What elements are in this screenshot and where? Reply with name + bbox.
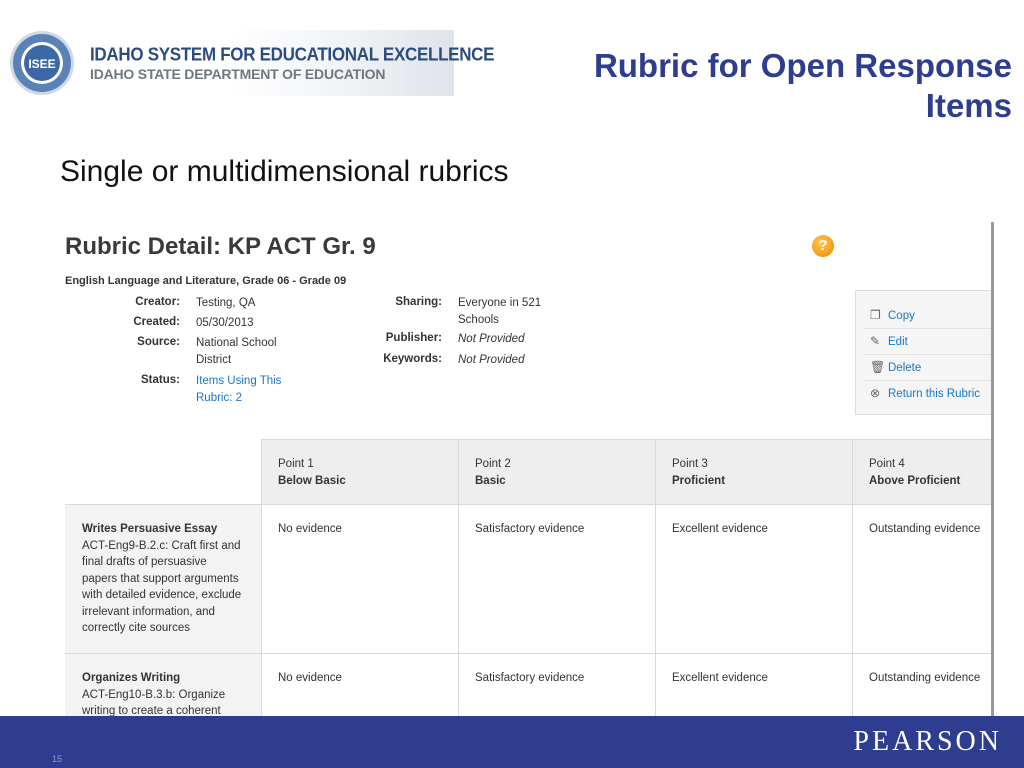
footer-bar bbox=[0, 716, 1024, 768]
delete-action[interactable] bbox=[870, 360, 921, 374]
column-header-point-3 bbox=[672, 456, 725, 489]
sharing-value bbox=[458, 295, 541, 328]
criterion-desc-line: irrelevant information, and bbox=[82, 605, 215, 618]
table-cell: Outstanding evidence bbox=[869, 672, 981, 684]
criterion-desc-line: ACT-Eng10-B.3.b: Organize bbox=[82, 688, 226, 701]
criterion-organizes-writing bbox=[82, 670, 252, 719]
divider bbox=[864, 380, 994, 381]
table-border bbox=[261, 439, 991, 440]
table-cell: Excellent evidence bbox=[672, 672, 768, 684]
delete-label[interactable]: Delete bbox=[888, 362, 922, 374]
table-border bbox=[458, 439, 459, 716]
criterion-writes-persuasive-essay bbox=[82, 521, 252, 637]
source-label: Source: bbox=[137, 336, 180, 348]
criterion-name: Organizes Writing bbox=[82, 672, 181, 684]
keywords-label: Keywords: bbox=[383, 353, 442, 365]
copy-action[interactable] bbox=[870, 308, 915, 322]
pearson-logo: PEARSON bbox=[853, 726, 1002, 757]
rubric-detail-screenshot bbox=[60, 222, 994, 719]
svg-text:ISEE: ISEE bbox=[28, 57, 56, 71]
criterion-desc-line: final drafts of persuasive bbox=[82, 556, 207, 568]
rubric-actions-panel bbox=[855, 290, 994, 415]
copy-icon: ❐ bbox=[870, 308, 881, 322]
column-header-point-2 bbox=[475, 456, 511, 489]
level-label: Proficient bbox=[672, 474, 726, 487]
table-border bbox=[852, 439, 853, 716]
table-cell: No evidence bbox=[278, 672, 342, 684]
logo-line-1: IDAHO SYSTEM FOR EDUCATIONAL EXCELLENCE bbox=[90, 44, 495, 65]
creator-label: Creator: bbox=[135, 296, 180, 308]
table-cell: Satisfactory evidence bbox=[475, 672, 585, 684]
criterion-desc-line: writing to create a coherent bbox=[82, 705, 221, 717]
status-link[interactable] bbox=[196, 373, 281, 406]
level-label: Above Proficient bbox=[869, 474, 961, 487]
table-cell: Excellent evidence bbox=[672, 523, 768, 535]
logo-line-2: IDAHO STATE DEPARTMENT OF EDUCATION bbox=[90, 66, 386, 82]
slide-title-line-2: Items bbox=[925, 87, 1012, 124]
criterion-desc-line: with detailed evidence, exclude bbox=[82, 589, 242, 601]
criterion-name: Writes Persuasive Essay bbox=[82, 523, 218, 535]
divider bbox=[864, 328, 994, 329]
column-header-point-1 bbox=[278, 456, 346, 489]
table-cell: Outstanding evidence bbox=[869, 523, 981, 535]
keywords-value: Not Provided bbox=[458, 354, 525, 366]
table-cell: No evidence bbox=[278, 523, 342, 535]
publisher-value: Not Provided bbox=[458, 333, 525, 345]
publisher-label: Publisher: bbox=[385, 332, 442, 344]
slide-number: 15 bbox=[52, 754, 63, 764]
creator-value: Testing, QA bbox=[196, 297, 256, 309]
edit-action[interactable] bbox=[870, 334, 908, 348]
copy-label[interactable]: Copy bbox=[888, 310, 915, 322]
edit-label[interactable]: Edit bbox=[888, 336, 908, 348]
status-label: Status: bbox=[141, 374, 180, 386]
criterion-desc-line: correctly cite sources bbox=[82, 622, 191, 634]
edit-icon: ✎ bbox=[870, 334, 881, 348]
slide-title bbox=[492, 46, 1012, 126]
slide-title-line-1: Rubric for Open Response bbox=[593, 47, 1012, 84]
point-label: Point 3 bbox=[672, 458, 708, 470]
trash-icon: 🗑 bbox=[870, 360, 886, 374]
table-border bbox=[261, 439, 262, 716]
return-icon: ⊗ bbox=[870, 386, 881, 400]
source-line-1: National School bbox=[196, 337, 277, 349]
column-header-point-4 bbox=[869, 456, 960, 489]
sharing-line-2: Schools bbox=[458, 313, 499, 326]
isee-seal-logo bbox=[9, 30, 75, 96]
status-line-2[interactable]: Rubric: 2 bbox=[196, 391, 243, 404]
return-rubric-action[interactable] bbox=[870, 386, 980, 400]
sharing-label: Sharing: bbox=[395, 296, 442, 308]
level-label: Basic bbox=[475, 474, 506, 487]
rubric-subject: English Language and Literature, Grade 06 - Grade 09 bbox=[65, 275, 347, 287]
criterion-desc-line: papers that support arguments bbox=[82, 572, 239, 585]
point-label: Point 4 bbox=[869, 458, 905, 470]
point-label: Point 1 bbox=[278, 458, 314, 470]
help-icon[interactable]: ? bbox=[812, 235, 834, 257]
status-line-1[interactable]: Items Using This bbox=[196, 375, 282, 387]
level-label: Below Basic bbox=[278, 474, 346, 487]
table-cell: Satisfactory evidence bbox=[475, 523, 585, 535]
sharing-line-1: Everyone in 521 bbox=[458, 297, 542, 309]
divider bbox=[864, 354, 994, 355]
slide-subtitle: Single or multidimensional rubrics bbox=[60, 155, 509, 188]
rubric-title: Rubric Detail: KP ACT Gr. 9 bbox=[65, 233, 376, 260]
source-value bbox=[196, 335, 277, 368]
criterion-desc-line: ACT-Eng9-B.2.c: Craft first and bbox=[82, 539, 241, 552]
return-rubric-label[interactable]: Return this Rubric bbox=[888, 388, 981, 400]
point-label: Point 2 bbox=[475, 458, 511, 470]
table-border bbox=[655, 439, 656, 716]
source-line-2: District bbox=[196, 353, 232, 366]
created-label: Created: bbox=[133, 316, 180, 328]
created-value: 05/30/2013 bbox=[196, 317, 254, 329]
